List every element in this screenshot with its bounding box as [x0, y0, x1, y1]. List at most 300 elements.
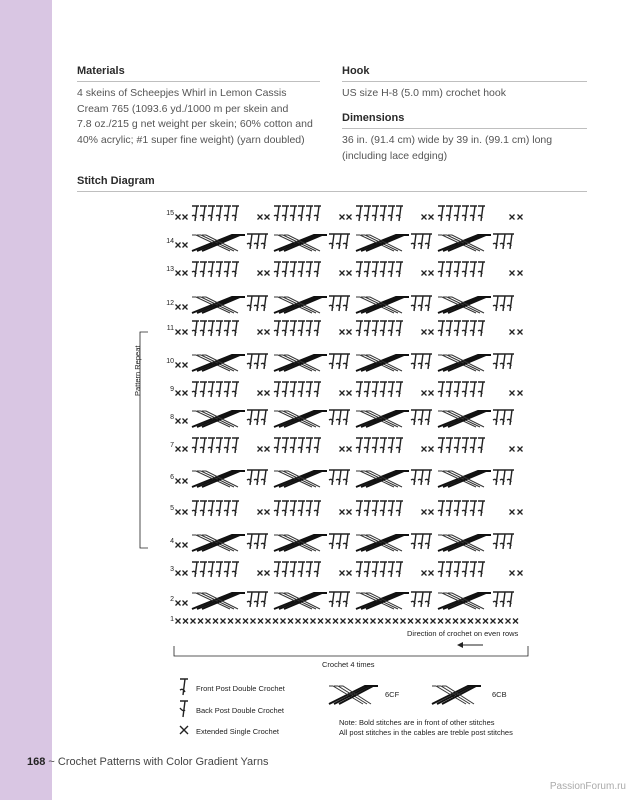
- post-stitch: [470, 438, 477, 453]
- post-stitch: [454, 206, 461, 221]
- post-stitch: [388, 438, 395, 453]
- post-stitch: [454, 501, 461, 516]
- post-stitch: [446, 562, 453, 577]
- post-stitch: [254, 410, 261, 425]
- post-stitch: [507, 234, 514, 249]
- post-stitch: [446, 206, 453, 221]
- post-stitch: [314, 321, 321, 336]
- post-stitch: [208, 206, 215, 221]
- post-stitch: [224, 206, 231, 221]
- esc-stitch: [347, 510, 352, 515]
- post-stitch: [329, 592, 336, 607]
- dimensions-text: [342, 133, 592, 164]
- post-stitch: [314, 562, 321, 577]
- post-stitch: [254, 234, 261, 249]
- row-number: 3: [170, 566, 174, 573]
- esc-stitch: [510, 271, 515, 276]
- repeat-bracket: [172, 644, 532, 660]
- esc-stitch: [429, 447, 434, 452]
- post-stitch: [192, 206, 199, 221]
- post-stitch: [208, 501, 215, 516]
- post-stitch: [282, 321, 289, 336]
- post-stitch: [364, 438, 371, 453]
- post-stitch: [314, 206, 321, 221]
- post-stitch: [493, 534, 500, 549]
- book-title: Crochet Patterns with Color Gradient Yarns: [57, 756, 269, 768]
- esc-stitch: [422, 330, 427, 335]
- esc-stitch: [176, 215, 181, 220]
- esc-stitch: [258, 447, 263, 452]
- post-stitch: [232, 206, 239, 221]
- legend-fpdc: Front Post Double Crochet: [196, 684, 285, 693]
- materials-line: 40% acrylic; #1 super fine weight) (yarn doubled): [77, 133, 305, 146]
- esc-stitch: [183, 571, 188, 576]
- post-stitch: [200, 321, 207, 336]
- esc-stitch: [422, 447, 427, 452]
- post-stitch: [208, 562, 215, 577]
- post-stitch: [425, 296, 432, 311]
- post-stitch: [290, 438, 297, 453]
- post-stitch: [247, 592, 254, 607]
- esc-stitch: [518, 271, 523, 276]
- post-stitch: [261, 354, 268, 369]
- post-stitch: [372, 562, 379, 577]
- post-stitch: [438, 562, 445, 577]
- post-stitch: [372, 501, 379, 516]
- row-number: 8: [170, 414, 174, 421]
- esc-stitch: [378, 619, 383, 624]
- post-stitch: [500, 234, 507, 249]
- row-number: 14: [166, 238, 174, 245]
- post-stitch: [282, 206, 289, 221]
- post-stitch: [380, 382, 387, 397]
- row-number: 15: [166, 210, 174, 217]
- bpdc-symbol-icon: [177, 698, 191, 720]
- esc-stitch: [429, 391, 434, 396]
- row-number: 10: [166, 358, 174, 365]
- esc-stitch: [422, 215, 427, 220]
- post-stitch: [336, 296, 343, 311]
- post-stitch: [208, 382, 215, 397]
- esc-stitch: [258, 330, 263, 335]
- esc-stitch: [265, 571, 270, 576]
- post-stitch: [274, 501, 281, 516]
- post-stitch: [446, 262, 453, 277]
- row-number: 12: [166, 300, 174, 307]
- post-stitch: [298, 262, 305, 277]
- post-stitch: [343, 470, 350, 485]
- esc-stitch: [265, 271, 270, 276]
- page-number: 168: [27, 756, 46, 768]
- esc-stitch: [476, 619, 481, 624]
- post-stitch: [274, 262, 281, 277]
- post-stitch: [247, 354, 254, 369]
- esc-stitch: [176, 363, 181, 368]
- post-stitch: [372, 382, 379, 397]
- esc-stitch: [266, 619, 271, 624]
- esc-stitch: [518, 447, 523, 452]
- esc-stitch: [453, 619, 458, 624]
- esc-stitch: [198, 619, 203, 624]
- post-stitch: [232, 501, 239, 516]
- post-stitch: [388, 262, 395, 277]
- post-stitch: [282, 562, 289, 577]
- post-stitch: [254, 296, 261, 311]
- esc-stitch: [176, 510, 181, 515]
- esc-stitch: [422, 571, 427, 576]
- esc-stitch: [429, 571, 434, 576]
- esc-stitch: [510, 510, 515, 515]
- post-stitch: [298, 206, 305, 221]
- post-stitch: [507, 354, 514, 369]
- post-stitch: [224, 382, 231, 397]
- post-stitch: [200, 438, 207, 453]
- post-stitch: [493, 470, 500, 485]
- esc-stitch: [446, 619, 451, 624]
- esc-stitch: [311, 619, 316, 624]
- cable-back-symbol-icon: [428, 680, 492, 710]
- post-stitch: [200, 206, 207, 221]
- post-stitch: [247, 534, 254, 549]
- post-stitch: [438, 501, 445, 516]
- post-stitch: [418, 234, 425, 249]
- post-stitch: [372, 262, 379, 277]
- post-stitch: [216, 438, 223, 453]
- post-stitch: [462, 382, 469, 397]
- esc-stitch: [176, 601, 181, 606]
- post-stitch: [329, 470, 336, 485]
- esc-stitch: [429, 330, 434, 335]
- esc-stitch: [518, 571, 523, 576]
- post-stitch: [224, 501, 231, 516]
- post-stitch: [356, 262, 363, 277]
- footer-separator: ~: [48, 756, 55, 768]
- materials-text: [77, 86, 327, 148]
- post-stitch: [254, 470, 261, 485]
- post-stitch: [247, 470, 254, 485]
- esc-stitch: [340, 215, 345, 220]
- post-stitch: [306, 438, 313, 453]
- esc-stitch: [326, 619, 331, 624]
- post-stitch: [418, 470, 425, 485]
- esc-stitch: [183, 391, 188, 396]
- esc-stitch: [483, 619, 488, 624]
- post-stitch: [282, 382, 289, 397]
- esc-stitch: [243, 619, 248, 624]
- esc-stitch: [176, 419, 181, 424]
- esc-stitch: [393, 619, 398, 624]
- post-stitch: [306, 501, 313, 516]
- row-number: 1: [170, 616, 174, 623]
- esc-stitch: [288, 619, 293, 624]
- post-stitch: [470, 382, 477, 397]
- post-stitch: [380, 206, 387, 221]
- post-stitch: [372, 206, 379, 221]
- esc-stitch: [228, 619, 233, 624]
- post-stitch: [446, 321, 453, 336]
- esc-stitch: [176, 543, 181, 548]
- post-stitch: [470, 321, 477, 336]
- esc-stitch: [258, 215, 263, 220]
- post-stitch: [232, 562, 239, 577]
- post-stitch: [343, 534, 350, 549]
- esc-stitch: [183, 447, 188, 452]
- post-stitch: [232, 382, 239, 397]
- esc-stitch: [273, 619, 278, 624]
- post-stitch: [290, 382, 297, 397]
- esc-stitch: [176, 619, 181, 624]
- post-stitch: [411, 534, 418, 549]
- materials-heading: Materials: [77, 65, 125, 77]
- post-stitch: [306, 382, 313, 397]
- esc-stitch: [347, 215, 352, 220]
- esc-stitch: [518, 510, 523, 515]
- post-stitch: [470, 206, 477, 221]
- esc-stitch: [510, 571, 515, 576]
- post-stitch: [364, 262, 371, 277]
- post-stitch: [462, 321, 469, 336]
- side-color-strip: [0, 0, 55, 800]
- post-stitch: [200, 501, 207, 516]
- post-stitch: [254, 354, 261, 369]
- post-stitch: [261, 296, 268, 311]
- esc-stitch: [518, 391, 523, 396]
- page-footer: [27, 756, 268, 768]
- post-stitch: [380, 321, 387, 336]
- esc-stitch: [340, 330, 345, 335]
- esc-stitch: [265, 510, 270, 515]
- post-stitch: [314, 501, 321, 516]
- post-stitch: [478, 501, 485, 516]
- post-stitch: [364, 501, 371, 516]
- post-stitch: [380, 501, 387, 516]
- legend-note-post: All post stitches in the cables are treble post stitches: [339, 728, 513, 737]
- esc-stitch: [258, 571, 263, 576]
- post-stitch: [306, 206, 313, 221]
- post-stitch: [425, 534, 432, 549]
- post-stitch: [380, 438, 387, 453]
- post-stitch: [200, 382, 207, 397]
- dimensions-line: 36 in. (91.4 cm) wide by 39 in. (99.1 cm) long: [342, 134, 553, 146]
- post-stitch: [425, 354, 432, 369]
- pattern-repeat-label: Pattern Repeat: [133, 345, 142, 396]
- esc-stitch: [363, 619, 368, 624]
- post-stitch: [343, 234, 350, 249]
- post-stitch: [364, 206, 371, 221]
- esc-stitch: [176, 391, 181, 396]
- esc-stitch: [206, 619, 211, 624]
- post-stitch: [380, 262, 387, 277]
- post-stitch: [261, 534, 268, 549]
- esc-stitch: [408, 619, 413, 624]
- post-stitch: [418, 296, 425, 311]
- esc-stitch: [518, 215, 523, 220]
- esc-stitch: [176, 305, 181, 310]
- row-number: 2: [170, 596, 174, 603]
- esc-stitch: [422, 271, 427, 276]
- post-stitch: [314, 382, 321, 397]
- cable-front-symbol-icon: [325, 680, 385, 710]
- post-stitch: [418, 410, 425, 425]
- post-stitch: [216, 262, 223, 277]
- post-stitch: [418, 592, 425, 607]
- fpdc-symbol-icon: [177, 676, 191, 698]
- post-stitch: [216, 501, 223, 516]
- esc-stitch: [461, 619, 466, 624]
- esc-stitch: [183, 363, 188, 368]
- post-stitch: [356, 438, 363, 453]
- post-stitch: [356, 321, 363, 336]
- post-stitch: [454, 438, 461, 453]
- post-stitch: [290, 321, 297, 336]
- post-stitch: [478, 562, 485, 577]
- post-stitch: [200, 562, 207, 577]
- post-stitch: [224, 562, 231, 577]
- post-stitch: [208, 321, 215, 336]
- post-stitch: [314, 438, 321, 453]
- post-stitch: [507, 534, 514, 549]
- esc-stitch: [183, 305, 188, 310]
- row-number: 6: [170, 474, 174, 481]
- post-stitch: [200, 262, 207, 277]
- esc-stitch: [281, 619, 286, 624]
- esc-stitch: [183, 330, 188, 335]
- post-stitch: [478, 382, 485, 397]
- post-stitch: [462, 438, 469, 453]
- esc-stitch: [513, 619, 518, 624]
- esc-stitch: [422, 510, 427, 515]
- post-stitch: [438, 382, 445, 397]
- post-stitch: [507, 592, 514, 607]
- esc-stitch: [183, 619, 188, 624]
- post-stitch: [438, 438, 445, 453]
- esc-stitch: [183, 510, 188, 515]
- esc-stitch: [258, 271, 263, 276]
- post-stitch: [493, 592, 500, 607]
- post-stitch: [232, 438, 239, 453]
- post-stitch: [192, 321, 199, 336]
- esc-stitch: [416, 619, 421, 624]
- stitch-diagram-heading: Stitch Diagram: [77, 175, 155, 187]
- post-stitch: [247, 410, 254, 425]
- post-stitch: [500, 534, 507, 549]
- row-number: 4: [170, 538, 174, 545]
- esc-stitch: [386, 619, 391, 624]
- post-stitch: [380, 562, 387, 577]
- post-stitch: [208, 438, 215, 453]
- post-stitch: [274, 438, 281, 453]
- materials-line: 7.8 oz./215 g net weight per skein; 60% cotton and: [77, 118, 313, 130]
- esc-stitch: [183, 215, 188, 220]
- row-number: 7: [170, 442, 174, 449]
- esc-stitch: [183, 243, 188, 248]
- esc-stitch: [510, 447, 515, 452]
- esc-stitch: [333, 619, 338, 624]
- esc-stitch: [176, 330, 181, 335]
- post-stitch: [343, 410, 350, 425]
- post-stitch: [396, 262, 403, 277]
- esc-stitch: [423, 619, 428, 624]
- post-stitch: [232, 262, 239, 277]
- post-stitch: [274, 321, 281, 336]
- post-stitch: [493, 296, 500, 311]
- esc-stitch: [347, 330, 352, 335]
- esc-stitch: [491, 619, 496, 624]
- post-stitch: [254, 592, 261, 607]
- esc-stitch: [176, 271, 181, 276]
- esc-stitch: [506, 619, 511, 624]
- esc-stitch: [340, 571, 345, 576]
- post-stitch: [282, 438, 289, 453]
- post-stitch: [282, 501, 289, 516]
- post-stitch: [192, 562, 199, 577]
- post-stitch: [425, 470, 432, 485]
- post-stitch: [356, 501, 363, 516]
- post-stitch: [224, 262, 231, 277]
- esc-stitch: [318, 619, 323, 624]
- post-stitch: [261, 410, 268, 425]
- hook-heading: Hook: [342, 65, 370, 77]
- post-stitch: [470, 501, 477, 516]
- post-stitch: [418, 354, 425, 369]
- esc-stitch: [265, 215, 270, 220]
- stitch-diagram-rule: [77, 191, 587, 192]
- post-stitch: [364, 321, 371, 336]
- post-stitch: [372, 321, 379, 336]
- post-stitch: [329, 354, 336, 369]
- post-stitch: [438, 321, 445, 336]
- esc-stitch: [510, 330, 515, 335]
- post-stitch: [470, 262, 477, 277]
- post-stitch: [274, 206, 281, 221]
- post-stitch: [478, 321, 485, 336]
- post-stitch: [478, 262, 485, 277]
- esc-stitch: [429, 510, 434, 515]
- post-stitch: [298, 562, 305, 577]
- esc-stitch: [221, 619, 226, 624]
- post-stitch: [336, 470, 343, 485]
- esc-stitch: [183, 271, 188, 276]
- esc-stitch: [183, 543, 188, 548]
- post-stitch: [396, 562, 403, 577]
- post-stitch: [425, 410, 432, 425]
- post-stitch: [282, 262, 289, 277]
- post-stitch: [329, 410, 336, 425]
- esc-symbol-icon: [179, 725, 189, 735]
- post-stitch: [462, 501, 469, 516]
- esc-stitch: [341, 619, 346, 624]
- post-stitch: [493, 354, 500, 369]
- post-stitch: [454, 382, 461, 397]
- post-stitch: [247, 296, 254, 311]
- post-stitch: [396, 206, 403, 221]
- post-stitch: [411, 234, 418, 249]
- post-stitch: [396, 321, 403, 336]
- esc-stitch: [183, 419, 188, 424]
- esc-stitch: [251, 619, 256, 624]
- post-stitch: [396, 382, 403, 397]
- post-stitch: [306, 562, 313, 577]
- post-stitch: [454, 562, 461, 577]
- legend-esc: Extended Single Crochet: [196, 727, 279, 736]
- post-stitch: [418, 534, 425, 549]
- post-stitch: [411, 296, 418, 311]
- esc-stitch: [176, 479, 181, 484]
- post-stitch: [216, 382, 223, 397]
- esc-stitch: [265, 391, 270, 396]
- repeat-label: Crochet 4 times: [322, 660, 375, 669]
- post-stitch: [493, 410, 500, 425]
